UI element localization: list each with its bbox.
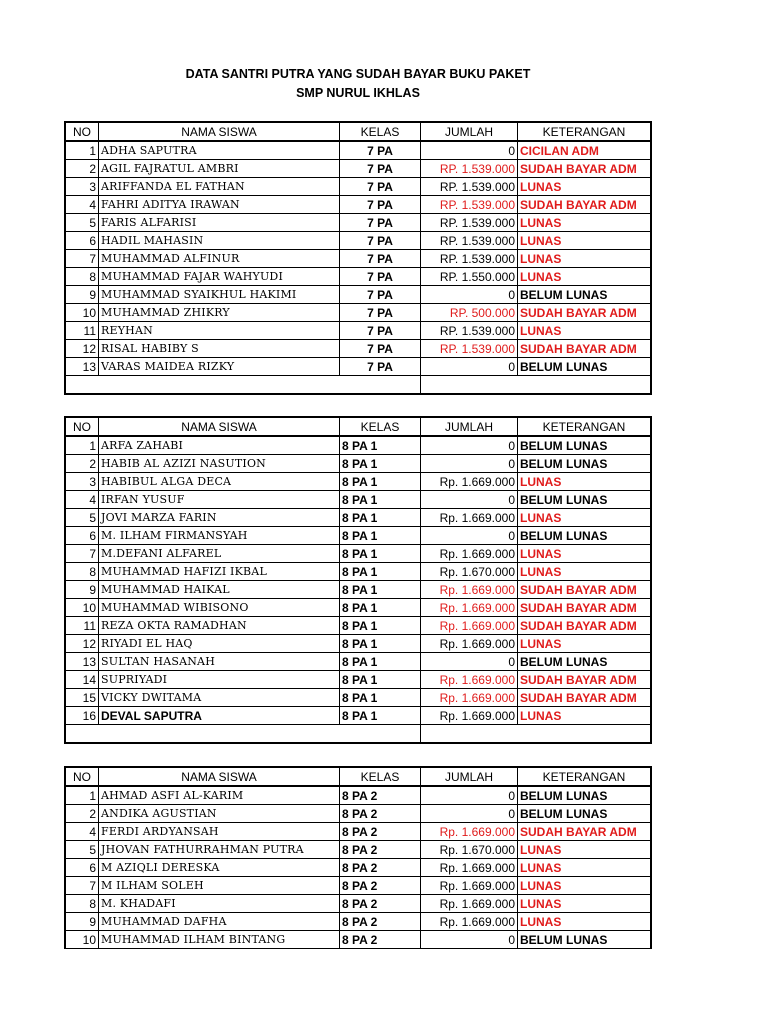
class-cell: 8 PA 1 [340,527,421,545]
column-header: KELAS [340,417,421,436]
student-name: JOVI MARZA FARIN [99,509,340,527]
amount-cell: Rp. 1.669.000 [421,913,518,931]
table-row [65,232,651,250]
student-name: VARAS MAIDEA RIZKY [99,358,340,376]
status-cell: LUNAS [518,322,652,340]
column-header: NAMA SISWA [99,417,340,436]
table-kelas-7-pa [64,121,652,395]
table-row [65,491,651,509]
row-number: 3 [65,178,99,196]
status-cell: LUNAS [518,473,652,491]
student-name: MUHAMMAD HAIKAL [99,581,340,599]
table-row [65,599,651,617]
table-row [65,859,651,877]
table-row [65,823,651,841]
class-cell: 7 PA [340,160,421,178]
student-name: HABIBUL ALGA DECA [99,473,340,491]
amount-cell: 0 [421,786,518,805]
table-row [65,689,651,707]
empty-row [65,376,651,395]
status-cell: LUNAS [518,841,652,859]
status-cell: LUNAS [518,877,652,895]
class-cell: 7 PA [340,196,421,214]
student-name: RIYADI EL HAQ [99,635,340,653]
row-number: 10 [65,304,99,322]
student-name: MUHAMMAD WIBISONO [99,599,340,617]
row-number: 13 [65,358,99,376]
amount-cell: 0 [421,653,518,671]
amount-cell: Rp. 1.669.000 [421,689,518,707]
amount-cell: Rp. 1.669.000 [421,859,518,877]
student-name: AGIL FAJRATUL AMBRI [99,160,340,178]
student-name: FERDI ARDYANSAH [99,823,340,841]
class-cell: 8 PA 1 [340,635,421,653]
student-name: REYHAN [99,322,340,340]
class-cell: 8 PA 1 [340,671,421,689]
amount-cell: 0 [421,436,518,455]
class-cell: 7 PA [340,232,421,250]
row-number: 1 [65,436,99,455]
table-row [65,322,651,340]
table-row [65,196,651,214]
class-cell: 7 PA [340,141,421,160]
table-row [65,877,651,895]
status-cell: BELUM LUNAS [518,805,652,823]
status-cell: LUNAS [518,913,652,931]
table-row [65,141,651,160]
amount-cell: RP. 1.539.000 [421,178,518,196]
status-cell: LUNAS [518,563,652,581]
row-number: 4 [65,491,99,509]
row-number: 2 [65,805,99,823]
column-header: NO [65,122,99,141]
status-cell: BELUM LUNAS [518,455,652,473]
row-number: 6 [65,527,99,545]
column-header: KETERANGAN [518,122,652,141]
row-number: 2 [65,160,99,178]
class-cell: 8 PA 1 [340,436,421,455]
table-row [65,436,651,455]
table-row [65,545,651,563]
row-number: 4 [65,196,99,214]
empty-cell [421,376,652,395]
status-cell: LUNAS [518,250,652,268]
status-cell: SUDAH BAYAR ADM [518,823,652,841]
empty-cell [65,376,421,395]
table-row [65,268,651,286]
student-name: RISAL HABIBY S [99,340,340,358]
column-header: KETERANGAN [518,417,652,436]
table-row [65,304,651,322]
row-number: 5 [65,214,99,232]
table-row [65,931,651,949]
class-cell: 8 PA 1 [340,491,421,509]
status-cell: LUNAS [518,635,652,653]
student-name: MUHAMMAD ILHAM BINTANG [99,931,340,949]
amount-cell: Rp. 1.669.000 [421,877,518,895]
column-header: NO [65,767,99,786]
amount-cell: 0 [421,358,518,376]
table-header-row [65,417,651,436]
class-cell: 7 PA [340,178,421,196]
student-name: M.DEFANI ALFAREL [99,545,340,563]
table-kelas-8-pa-2 [64,766,652,949]
class-cell: 8 PA 2 [340,786,421,805]
student-name: M. KHADAFI [99,895,340,913]
amount-cell: RP. 1.539.000 [421,214,518,232]
table-row [65,895,651,913]
row-number: 8 [65,563,99,581]
student-name: FARIS ALFARISI [99,214,340,232]
class-cell: 8 PA 1 [340,509,421,527]
column-header: NO [65,417,99,436]
empty-cell [65,725,421,744]
student-name: ARFA ZAHABI [99,436,340,455]
amount-cell: Rp. 1.670.000 [421,563,518,581]
class-cell: 7 PA [340,268,421,286]
table-row [65,250,651,268]
student-name: MUHAMMAD ZHIKRY [99,304,340,322]
table-row [65,509,651,527]
status-cell: SUDAH BAYAR ADM [518,617,652,635]
student-name: FAHRI ADITYA IRAWAN [99,196,340,214]
column-header: KELAS [340,122,421,141]
student-name: M AZIQLI DERESKA [99,859,340,877]
table-row [65,358,651,376]
status-cell: SUDAH BAYAR ADM [518,581,652,599]
class-cell: 8 PA 2 [340,823,421,841]
class-cell: 8 PA 1 [340,653,421,671]
amount-cell: Rp. 1.669.000 [421,617,518,635]
class-cell: 8 PA 1 [340,707,421,725]
status-cell: BELUM LUNAS [518,358,652,376]
row-number: 6 [65,859,99,877]
row-number: 12 [65,340,99,358]
amount-cell: 0 [421,286,518,304]
table-row [65,527,651,545]
table-header-row [65,122,651,141]
status-cell: SUDAH BAYAR ADM [518,304,652,322]
row-number: 12 [65,635,99,653]
table-row [65,653,651,671]
class-cell: 8 PA 1 [340,473,421,491]
status-cell: SUDAH BAYAR ADM [518,689,652,707]
table-row [65,340,651,358]
student-name: IRFAN YUSUF [99,491,340,509]
status-cell: BELUM LUNAS [518,527,652,545]
row-number: 8 [65,268,99,286]
row-number: 13 [65,653,99,671]
student-name: ANDIKA AGUSTIAN [99,805,340,823]
student-name: ARIFFANDA EL FATHAN [99,178,340,196]
amount-cell: 0 [421,455,518,473]
table-row [65,178,651,196]
school-name: SMP NURUL IKHLAS [296,86,420,100]
amount-cell: 0 [421,141,518,160]
student-name: M. ILHAM FIRMANSYAH [99,527,340,545]
table-kelas-8-pa-1 [64,416,652,744]
amount-cell: RP. 1.539.000 [421,160,518,178]
amount-cell: RP. 1.550.000 [421,268,518,286]
column-header: NAMA SISWA [99,122,340,141]
status-cell: LUNAS [518,895,652,913]
student-name: SULTAN HASANAH [99,653,340,671]
table-row [65,707,651,725]
status-cell: BELUM LUNAS [518,786,652,805]
student-name: HADIL MAHASIN [99,232,340,250]
table-header-row [65,767,651,786]
class-cell: 8 PA 2 [340,913,421,931]
amount-cell: Rp. 1.669.000 [421,545,518,563]
student-name: MUHAMMAD ALFINUR [99,250,340,268]
table-row [65,563,651,581]
status-cell: SUDAH BAYAR ADM [518,196,652,214]
row-number: 5 [65,509,99,527]
student-name: AHMAD ASFI AL-KARIM [99,786,340,805]
class-cell: 7 PA [340,340,421,358]
row-number: 10 [65,599,99,617]
table-row [65,913,651,931]
row-number: 1 [65,141,99,160]
class-cell: 8 PA 2 [340,805,421,823]
class-cell: 8 PA 2 [340,859,421,877]
amount-cell: RP. 500.000 [421,304,518,322]
student-name: M ILHAM SOLEH [99,877,340,895]
row-number: 14 [65,671,99,689]
row-number: 11 [65,617,99,635]
amount-cell: Rp. 1.669.000 [421,707,518,725]
table-row [65,473,651,491]
empty-row [65,725,651,744]
class-cell: 8 PA 2 [340,895,421,913]
row-number: 1 [65,786,99,805]
student-name: MUHAMMAD SYAIKHUL HAKIMI [99,286,340,304]
student-name: HABIB AL AZIZI NASUTION [99,455,340,473]
student-name: MUHAMMAD HAFIZI IKBAL [99,563,340,581]
student-name: ADHA SAPUTRA [99,141,340,160]
amount-cell: 0 [421,527,518,545]
class-cell: 8 PA 2 [340,877,421,895]
status-cell: BELUM LUNAS [518,286,652,304]
status-cell: LUNAS [518,178,652,196]
class-cell: 7 PA [340,286,421,304]
table-row [65,617,651,635]
student-name: REZA OKTA RAMADHAN [99,617,340,635]
class-cell: 8 PA 2 [340,931,421,949]
status-cell: BELUM LUNAS [518,931,652,949]
student-name: JHOVAN FATHURRAHMAN PUTRA [99,841,340,859]
amount-cell: RP. 1.539.000 [421,322,518,340]
amount-cell: Rp. 1.669.000 [421,823,518,841]
row-number: 6 [65,232,99,250]
row-number: 9 [65,913,99,931]
status-cell: LUNAS [518,214,652,232]
status-cell: LUNAS [518,232,652,250]
column-header: JUMLAH [421,122,518,141]
class-cell: 8 PA 1 [340,455,421,473]
class-cell: 7 PA [340,214,421,232]
class-cell: 8 PA 1 [340,545,421,563]
amount-cell: Rp. 1.669.000 [421,581,518,599]
document-title: DATA SANTRI PUTRA YANG SUDAH BAYAR BUKU PAKET [185,67,531,81]
column-header: JUMLAH [421,767,518,786]
amount-cell: Rp. 1.670.000 [421,841,518,859]
status-cell: BELUM LUNAS [518,436,652,455]
student-name: MUHAMMAD DAFHA [99,913,340,931]
status-cell: SUDAH BAYAR ADM [518,340,652,358]
status-cell: BELUM LUNAS [518,653,652,671]
class-cell: 8 PA 1 [340,599,421,617]
amount-cell: Rp. 1.669.000 [421,509,518,527]
status-cell: LUNAS [518,707,652,725]
class-cell: 8 PA 1 [340,581,421,599]
table-row [65,671,651,689]
student-name: SUPRIYADI [99,671,340,689]
status-cell: SUDAH BAYAR ADM [518,671,652,689]
row-number: 7 [65,250,99,268]
amount-cell: RP. 1.539.000 [421,340,518,358]
table-row [65,455,651,473]
amount-cell: RP. 1.539.000 [421,196,518,214]
status-cell: LUNAS [518,509,652,527]
table-row [65,805,651,823]
student-name: MUHAMMAD FAJAR WAHYUDI [99,268,340,286]
table-row [65,286,651,304]
row-number: 7 [65,877,99,895]
class-cell: 8 PA 1 [340,617,421,635]
row-number: 7 [65,545,99,563]
class-cell: 7 PA [340,358,421,376]
table-row [65,581,651,599]
row-number: 15 [65,689,99,707]
amount-cell: Rp. 1.669.000 [421,473,518,491]
class-cell: 8 PA 2 [340,841,421,859]
column-header: KETERANGAN [518,767,652,786]
row-number: 9 [65,581,99,599]
row-number: 4 [65,823,99,841]
table-row [65,635,651,653]
amount-cell: 0 [421,491,518,509]
row-number: 11 [65,322,99,340]
table-row [65,786,651,805]
column-header: NAMA SISWA [99,767,340,786]
student-name: VICKY DWITAMA [99,689,340,707]
class-cell: 8 PA 1 [340,563,421,581]
row-number: 10 [65,931,99,949]
class-cell: 7 PA [340,304,421,322]
row-number: 8 [65,895,99,913]
amount-cell: 0 [421,805,518,823]
student-name: DEVAL SAPUTRA [99,707,340,725]
column-header: JUMLAH [421,417,518,436]
row-number: 9 [65,286,99,304]
empty-cell [421,725,652,744]
status-cell: CICILAN ADM [518,141,652,160]
class-cell: 7 PA [340,322,421,340]
status-cell: LUNAS [518,545,652,563]
status-cell: BELUM LUNAS [518,491,652,509]
amount-cell: 0 [421,931,518,949]
table-row [65,160,651,178]
amount-cell: Rp. 1.669.000 [421,671,518,689]
row-number: 16 [65,707,99,725]
amount-cell: Rp. 1.669.000 [421,599,518,617]
status-cell: SUDAH BAYAR ADM [518,599,652,617]
class-cell: 8 PA 1 [340,689,421,707]
class-cell: 7 PA [340,250,421,268]
column-header: KELAS [340,767,421,786]
row-number: 3 [65,473,99,491]
amount-cell: Rp. 1.669.000 [421,635,518,653]
amount-cell: RP. 1.539.000 [421,250,518,268]
table-row [65,841,651,859]
amount-cell: Rp. 1.669.000 [421,895,518,913]
row-number: 2 [65,455,99,473]
status-cell: LUNAS [518,859,652,877]
table-row [65,214,651,232]
status-cell: LUNAS [518,268,652,286]
amount-cell: RP. 1.539.000 [421,232,518,250]
row-number: 5 [65,841,99,859]
status-cell: SUDAH BAYAR ADM [518,160,652,178]
